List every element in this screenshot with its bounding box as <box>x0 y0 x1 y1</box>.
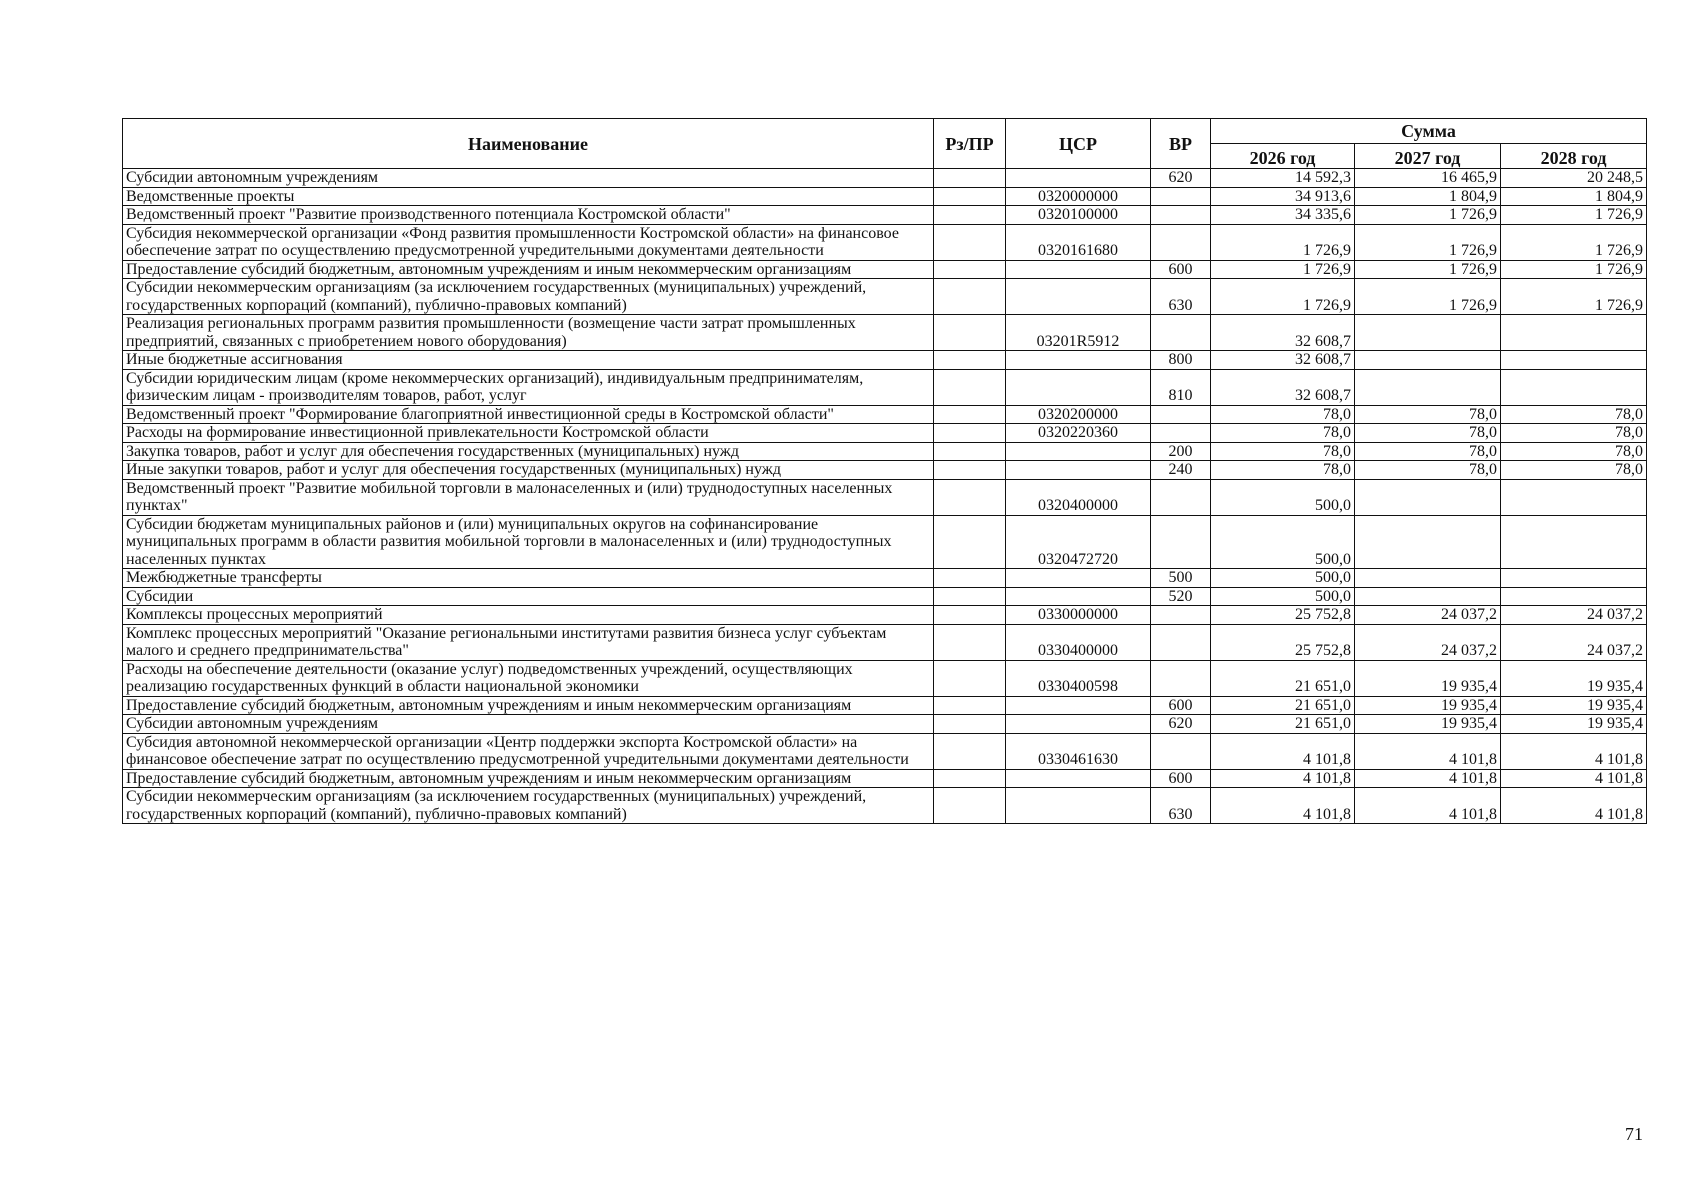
row-csr: 0330000000 <box>1006 606 1151 625</box>
table-row <box>123 369 1647 405</box>
table-row <box>123 479 1647 515</box>
row-rzpr <box>934 624 1006 660</box>
row-value-2026: 25 752,8 <box>1211 606 1355 625</box>
table-row <box>123 224 1647 260</box>
table-row <box>123 187 1647 206</box>
row-value-2026: 25 752,8 <box>1211 624 1355 660</box>
row-name: Расходы на формирование инвестиционной привлекательности Костромской области <box>123 424 934 443</box>
row-value-2028: 1 726,9 <box>1501 279 1647 315</box>
row-csr: 0320161680 <box>1006 224 1151 260</box>
row-value-2028: 19 935,4 <box>1501 696 1647 715</box>
row-value-2026: 500,0 <box>1211 479 1355 515</box>
row-vr: 600 <box>1151 769 1211 788</box>
row-rzpr <box>934 696 1006 715</box>
row-value-2028: 78,0 <box>1501 442 1647 461</box>
row-value-2026: 500,0 <box>1211 587 1355 606</box>
row-value-2026: 21 651,0 <box>1211 660 1355 696</box>
row-value-2028 <box>1501 479 1647 515</box>
table-row <box>123 405 1647 424</box>
row-vr: 630 <box>1151 279 1211 315</box>
table-row <box>123 587 1647 606</box>
row-value-2027: 19 935,4 <box>1355 696 1501 715</box>
row-rzpr <box>934 587 1006 606</box>
row-value-2027: 78,0 <box>1355 461 1501 480</box>
row-name: Иные закупки товаров, работ и услуг для обеспечения государственных (муниципальных) нужд <box>123 461 934 480</box>
row-name: Субсидия некоммерческой организации «Фонд развития промышленности Костромской области» на финансовое обеспечение затрат по осуществлению предусмотренной учредительными документами деятельности <box>123 224 934 260</box>
header-rzpr: Рз/ПР <box>934 119 1006 169</box>
row-csr <box>1006 569 1151 588</box>
row-value-2028: 1 804,9 <box>1501 187 1647 206</box>
table-row <box>123 315 1647 351</box>
row-rzpr <box>934 405 1006 424</box>
row-name: Иные бюджетные ассигнования <box>123 351 934 370</box>
row-csr <box>1006 260 1151 279</box>
row-vr: 600 <box>1151 696 1211 715</box>
row-name: Субсидии некоммерческим организациям (за исключением государственных (муниципальных) учреждений, государственных корпораций (компаний), публично-правовых компаний) <box>123 788 934 824</box>
row-value-2026: 500,0 <box>1211 515 1355 569</box>
row-value-2026: 78,0 <box>1211 405 1355 424</box>
table-row <box>123 733 1647 769</box>
row-vr: 620 <box>1151 715 1211 734</box>
row-rzpr <box>934 224 1006 260</box>
row-vr: 800 <box>1151 351 1211 370</box>
row-value-2028: 1 726,9 <box>1501 224 1647 260</box>
header-year-2027: 2027 год <box>1355 144 1501 169</box>
row-value-2026: 4 101,8 <box>1211 788 1355 824</box>
row-csr <box>1006 369 1151 405</box>
row-rzpr <box>934 315 1006 351</box>
row-value-2026: 32 608,7 <box>1211 369 1355 405</box>
table-row <box>123 260 1647 279</box>
row-rzpr <box>934 279 1006 315</box>
row-name: Предоставление субсидий бюджетным, автономным учреждениям и иным некоммерческим организациям <box>123 260 934 279</box>
row-vr <box>1151 424 1211 443</box>
row-csr: 0320400000 <box>1006 479 1151 515</box>
row-csr: 0330400598 <box>1006 660 1151 696</box>
row-rzpr <box>934 660 1006 696</box>
row-csr: 0320472720 <box>1006 515 1151 569</box>
row-value-2028: 78,0 <box>1501 424 1647 443</box>
row-vr: 810 <box>1151 369 1211 405</box>
row-value-2028 <box>1501 351 1647 370</box>
header-name: Наименование <box>123 119 934 169</box>
row-rzpr <box>934 351 1006 370</box>
row-name: Субсидии юридическим лицам (кроме некоммерческих организаций), индивидуальным предпринимателям, физическим лицам - производителям товаров, работ, услуг <box>123 369 934 405</box>
row-rzpr <box>934 606 1006 625</box>
table-row <box>123 715 1647 734</box>
row-csr <box>1006 351 1151 370</box>
row-rzpr <box>934 569 1006 588</box>
row-value-2027 <box>1355 351 1501 370</box>
row-value-2027 <box>1355 369 1501 405</box>
row-vr <box>1151 624 1211 660</box>
row-value-2027 <box>1355 515 1501 569</box>
table-row <box>123 351 1647 370</box>
row-rzpr <box>934 206 1006 225</box>
row-name: Расходы на обеспечение деятельности (оказание услуг) подведомственных учреждений, осуществляющих реализацию государственных функций в области национальной экономики <box>123 660 934 696</box>
header-year-2028: 2028 год <box>1501 144 1647 169</box>
table-row <box>123 424 1647 443</box>
row-name: Ведомственный проект "Формирование благоприятной инвестиционной среды в Костромской области" <box>123 405 934 424</box>
table-row <box>123 279 1647 315</box>
row-value-2028: 24 037,2 <box>1501 606 1647 625</box>
row-value-2026: 500,0 <box>1211 569 1355 588</box>
table-row <box>123 696 1647 715</box>
row-rzpr <box>934 442 1006 461</box>
row-vr: 520 <box>1151 587 1211 606</box>
row-value-2028 <box>1501 315 1647 351</box>
row-value-2026: 34 913,6 <box>1211 187 1355 206</box>
row-value-2027: 1 726,9 <box>1355 279 1501 315</box>
row-name: Ведомственные проекты <box>123 187 934 206</box>
row-value-2027: 16 465,9 <box>1355 169 1501 188</box>
row-value-2027 <box>1355 315 1501 351</box>
row-value-2027: 4 101,8 <box>1355 769 1501 788</box>
row-value-2026: 1 726,9 <box>1211 224 1355 260</box>
table-row <box>123 206 1647 225</box>
table-row <box>123 606 1647 625</box>
row-csr: 0330461630 <box>1006 733 1151 769</box>
row-value-2026: 32 608,7 <box>1211 315 1355 351</box>
row-name: Реализация региональных программ развития промышленности (возмещение части затрат промышленных предприятий, связанных с приобретением нового оборудования) <box>123 315 934 351</box>
row-vr: 200 <box>1151 442 1211 461</box>
row-csr: 03201R5912 <box>1006 315 1151 351</box>
row-value-2026: 21 651,0 <box>1211 696 1355 715</box>
row-value-2028: 4 101,8 <box>1501 769 1647 788</box>
row-value-2028: 1 726,9 <box>1501 260 1647 279</box>
page-number: 71 <box>1625 1124 1643 1144</box>
row-value-2027: 1 726,9 <box>1355 224 1501 260</box>
table-row <box>123 569 1647 588</box>
row-vr: 500 <box>1151 569 1211 588</box>
row-value-2027: 24 037,2 <box>1355 606 1501 625</box>
row-value-2027: 4 101,8 <box>1355 788 1501 824</box>
row-vr <box>1151 606 1211 625</box>
row-csr <box>1006 715 1151 734</box>
header-year-2026: 2026 год <box>1211 144 1355 169</box>
row-rzpr <box>934 479 1006 515</box>
row-name: Субсидии автономным учреждениям <box>123 169 934 188</box>
row-vr <box>1151 733 1211 769</box>
table-row <box>123 769 1647 788</box>
row-name: Ведомственный проект "Развитие мобильной торговли в малонаселенных и (или) труднодоступных населенных пунктах" <box>123 479 934 515</box>
row-value-2027: 19 935,4 <box>1355 715 1501 734</box>
row-name: Ведомственный проект "Развитие производственного потенциала Костромской области" <box>123 206 934 225</box>
row-value-2028: 78,0 <box>1501 405 1647 424</box>
row-value-2027: 78,0 <box>1355 405 1501 424</box>
row-name: Субсидия автономной некоммерческой организации «Центр поддержки экспорта Костромской области» на финансовое обеспечение затрат по осуществлению предусмотренной учредительными документами деятельности <box>123 733 934 769</box>
row-rzpr <box>934 515 1006 569</box>
row-name: Комплекс процессных мероприятий "Оказание региональными институтами развития бизнеса услуг субъектам малого и среднего предпринимательства" <box>123 624 934 660</box>
header-vr: ВР <box>1151 119 1211 169</box>
row-name: Субсидии автономным учреждениям <box>123 715 934 734</box>
row-name: Субсидии некоммерческим организациям (за исключением государственных (муниципальных) учреждений, государственных корпораций (компаний), публично-правовых компаний) <box>123 279 934 315</box>
row-value-2028 <box>1501 369 1647 405</box>
row-value-2027: 78,0 <box>1355 442 1501 461</box>
row-name: Межбюджетные трансферты <box>123 569 934 588</box>
row-csr <box>1006 587 1151 606</box>
row-value-2027: 19 935,4 <box>1355 660 1501 696</box>
row-value-2027: 1 804,9 <box>1355 187 1501 206</box>
row-vr <box>1151 315 1211 351</box>
row-csr <box>1006 788 1151 824</box>
row-csr: 0330400000 <box>1006 624 1151 660</box>
row-name: Предоставление субсидий бюджетным, автономным учреждениям и иным некоммерческим организациям <box>123 696 934 715</box>
row-value-2026: 4 101,8 <box>1211 733 1355 769</box>
row-value-2026: 78,0 <box>1211 461 1355 480</box>
row-rzpr <box>934 169 1006 188</box>
row-csr <box>1006 696 1151 715</box>
row-name: Комплексы процессных мероприятий <box>123 606 934 625</box>
row-rzpr <box>934 461 1006 480</box>
row-value-2026: 4 101,8 <box>1211 769 1355 788</box>
row-value-2027: 78,0 <box>1355 424 1501 443</box>
table-row <box>123 442 1647 461</box>
row-vr: 600 <box>1151 260 1211 279</box>
table-row <box>123 169 1647 188</box>
row-value-2028: 1 726,9 <box>1501 206 1647 225</box>
row-vr: 240 <box>1151 461 1211 480</box>
row-value-2028: 78,0 <box>1501 461 1647 480</box>
row-vr <box>1151 479 1211 515</box>
row-vr <box>1151 405 1211 424</box>
row-value-2026: 1 726,9 <box>1211 279 1355 315</box>
table-row <box>123 660 1647 696</box>
row-rzpr <box>934 424 1006 443</box>
row-csr <box>1006 279 1151 315</box>
row-name: Субсидии <box>123 587 934 606</box>
row-rzpr <box>934 260 1006 279</box>
row-value-2027: 24 037,2 <box>1355 624 1501 660</box>
row-value-2027: 1 726,9 <box>1355 206 1501 225</box>
table-header <box>123 119 1647 169</box>
row-value-2028: 24 037,2 <box>1501 624 1647 660</box>
table-row <box>123 461 1647 480</box>
row-csr <box>1006 169 1151 188</box>
table-row <box>123 515 1647 569</box>
row-value-2026: 21 651,0 <box>1211 715 1355 734</box>
row-value-2026: 34 335,6 <box>1211 206 1355 225</box>
row-vr: 630 <box>1151 788 1211 824</box>
row-value-2026: 78,0 <box>1211 442 1355 461</box>
table-body <box>123 169 1647 824</box>
row-name: Закупка товаров, работ и услуг для обеспечения государственных (муниципальных) нужд <box>123 442 934 461</box>
row-name: Субсидии бюджетам муниципальных районов и (или) муниципальных округов на софинансирование муниципальных программ в области развития мобильной торговли в малонаселенных и (или) труднодоступных населенных пунктах <box>123 515 934 569</box>
row-value-2028: 4 101,8 <box>1501 788 1647 824</box>
table-row <box>123 624 1647 660</box>
row-vr <box>1151 206 1211 225</box>
row-value-2028: 19 935,4 <box>1501 660 1647 696</box>
row-rzpr <box>934 769 1006 788</box>
row-vr <box>1151 187 1211 206</box>
row-value-2027 <box>1355 479 1501 515</box>
row-rzpr <box>934 788 1006 824</box>
row-value-2026: 1 726,9 <box>1211 260 1355 279</box>
header-csr: ЦСР <box>1006 119 1151 169</box>
row-value-2028 <box>1501 587 1647 606</box>
row-csr <box>1006 442 1151 461</box>
row-csr <box>1006 461 1151 480</box>
row-value-2028: 19 935,4 <box>1501 715 1647 734</box>
row-csr: 0320220360 <box>1006 424 1151 443</box>
row-rzpr <box>934 733 1006 769</box>
header-sum: Сумма <box>1211 119 1647 144</box>
row-vr: 620 <box>1151 169 1211 188</box>
row-vr <box>1151 515 1211 569</box>
row-value-2027 <box>1355 569 1501 588</box>
row-rzpr <box>934 715 1006 734</box>
row-name: Предоставление субсидий бюджетным, автономным учреждениям и иным некоммерческим организациям <box>123 769 934 788</box>
row-rzpr <box>934 187 1006 206</box>
row-value-2028: 20 248,5 <box>1501 169 1647 188</box>
row-csr: 0320200000 <box>1006 405 1151 424</box>
row-csr: 0320100000 <box>1006 206 1151 225</box>
row-value-2028 <box>1501 515 1647 569</box>
row-value-2027: 4 101,8 <box>1355 733 1501 769</box>
row-value-2026: 14 592,3 <box>1211 169 1355 188</box>
row-csr <box>1006 769 1151 788</box>
table-row <box>123 788 1647 824</box>
row-value-2028: 4 101,8 <box>1501 733 1647 769</box>
row-csr: 0320000000 <box>1006 187 1151 206</box>
row-value-2027 <box>1355 587 1501 606</box>
row-rzpr <box>934 369 1006 405</box>
budget-table <box>122 118 1647 824</box>
row-vr <box>1151 224 1211 260</box>
row-value-2026: 78,0 <box>1211 424 1355 443</box>
row-value-2026: 32 608,7 <box>1211 351 1355 370</box>
row-value-2027: 1 726,9 <box>1355 260 1501 279</box>
row-value-2028 <box>1501 569 1647 588</box>
row-vr <box>1151 660 1211 696</box>
